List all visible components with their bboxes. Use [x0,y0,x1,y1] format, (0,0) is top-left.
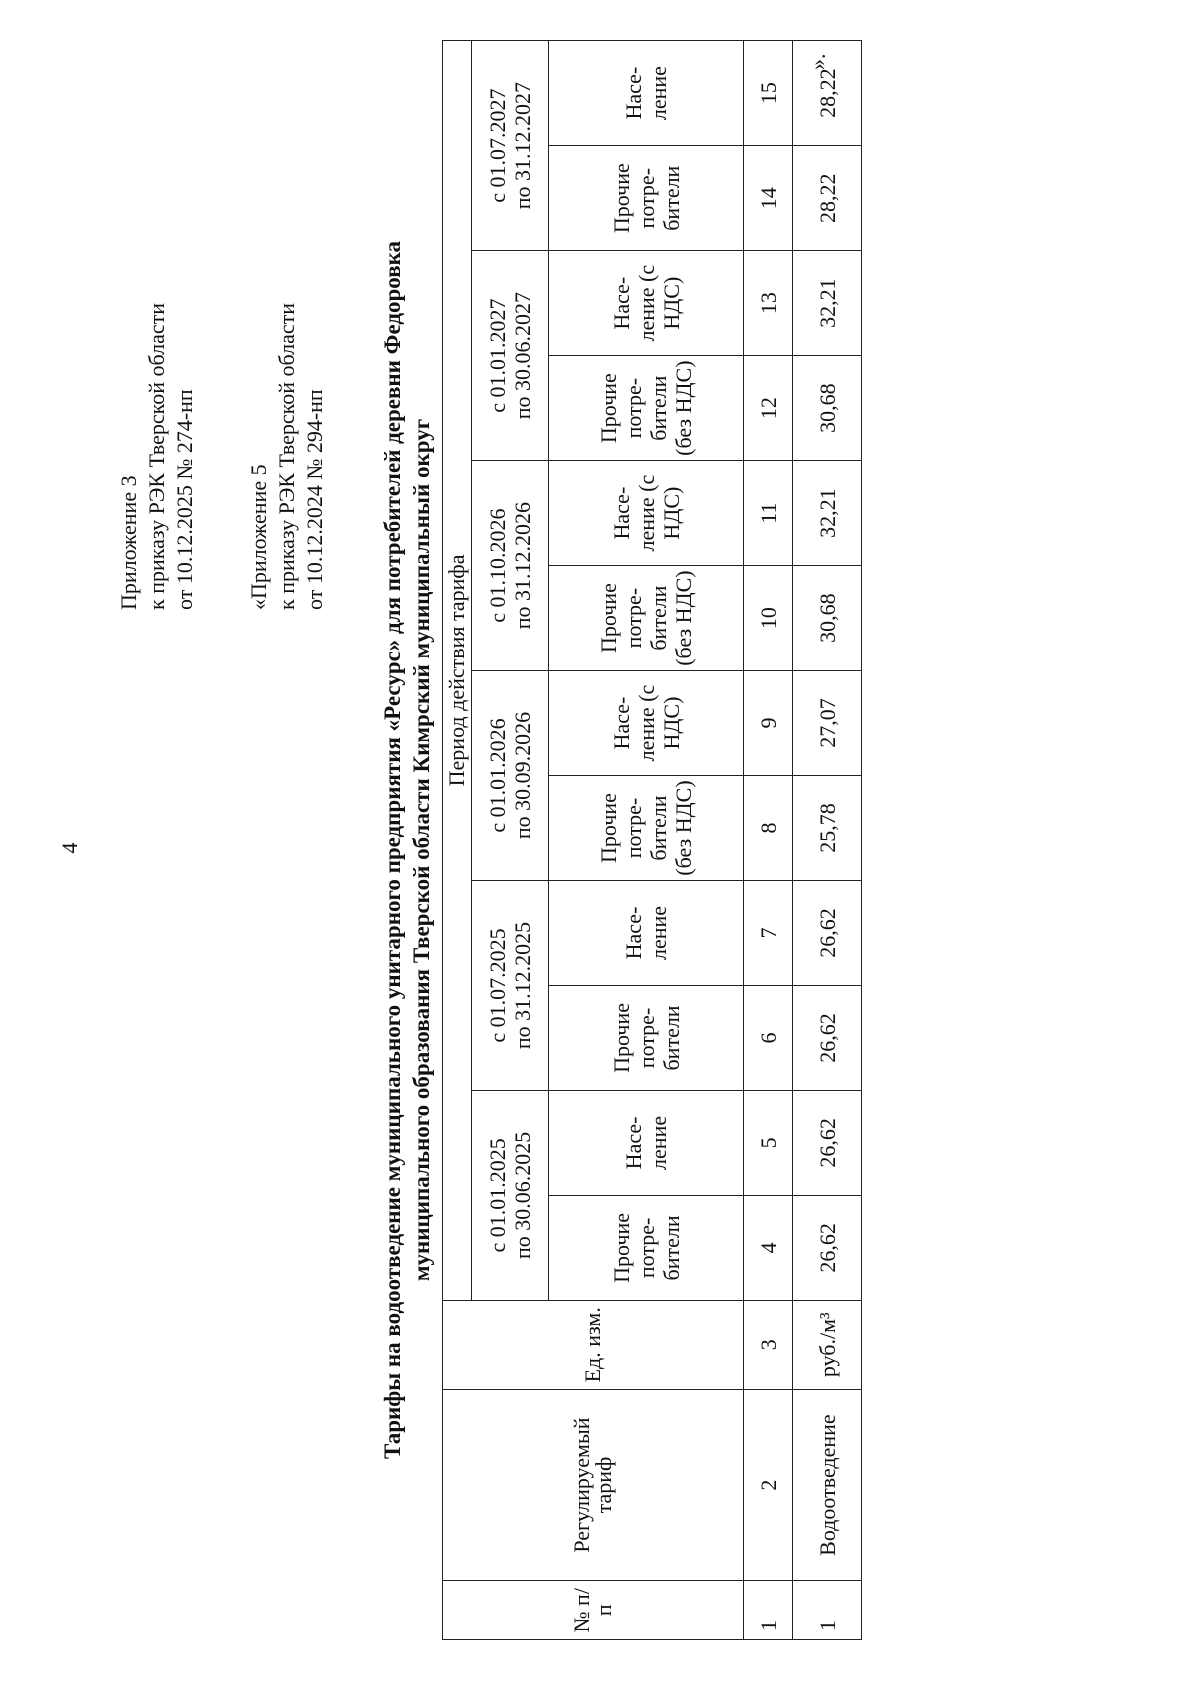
row-unit: руб./м³ [793,1300,862,1389]
period-dates [472,671,549,881]
column-number: 13 [744,251,793,356]
column-number: 3 [744,1300,793,1389]
period-start: с 01.10.2026 [485,508,510,623]
subheader-population: Насе-ление [549,881,744,986]
period-end: по 30.06.2025 [510,1131,535,1260]
tariff-value: 30,68 [793,566,862,671]
subheader-population: Насе-ление (с НДС) [549,251,744,356]
appendix-block-previous [245,50,329,610]
tariff-value: 28,22 [793,146,862,251]
period-dates [472,41,549,251]
period-end: по 31.12.2025 [510,921,535,1050]
tariff-value: 26,62 [793,985,862,1090]
column-number: 15 [744,41,793,146]
appendix-line: к приказу РЭК Тверской области [144,302,169,610]
header-regulated-tariff: Регулируемый тариф [443,1389,744,1581]
subheader-other-consumers: Прочие потре-бители (без НДС) [549,356,744,461]
table-row [793,41,862,1640]
period-end: по 30.09.2026 [510,711,535,840]
column-number: 6 [744,985,793,1090]
period-start: с 01.07.2025 [485,928,510,1043]
subheader-population: Насе-ление [549,1090,744,1195]
document-title [378,30,436,1670]
title-line: муниципального образования Тверской области Кимрский муниципальный округ [409,418,434,1282]
header-unit: Ед. изм. [443,1300,744,1389]
tariff-value: 28,22 [793,41,862,146]
column-number: 5 [744,1090,793,1195]
tariff-value: 26,62 [793,1090,862,1195]
header-row-number: № п/п [443,1581,744,1640]
tariff-value: 32,21 [793,251,862,356]
tariff-value: 26,62 [793,1195,862,1300]
column-number: 12 [744,356,793,461]
column-number: 9 [744,671,793,776]
tariff-value: 30,68 [793,356,862,461]
subheader-population: Насе-ление (с НДС) [549,671,744,776]
appendix-line: Приложение 3 [116,475,141,610]
title-line: Тарифы на водоотведение муниципального унитарного предприятия «Ресурс» для потребителей деревни Федоровка [380,240,405,1460]
subheader-other-consumers: Прочие потре-бители [549,1195,744,1300]
subheader-other-consumers: Прочие потре-бители [549,985,744,1090]
tariff-value: 25,78 [793,776,862,881]
appendix-line: к приказу РЭК Тверской области [274,302,299,610]
period-dates [472,1090,549,1300]
period-end: по 31.12.2026 [510,501,535,630]
period-dates [472,881,549,1091]
column-number: 7 [744,881,793,986]
row-number: 1 [793,1581,862,1640]
tariff-value: 27,07 [793,671,862,776]
closing-quote-mark: ». [805,53,830,70]
page-number: 4 [57,842,82,854]
subheader-population: Насе-ление [549,41,744,146]
subheader-population: Насе-ление (с НДС) [549,461,744,566]
column-number-row [744,41,793,1640]
appendix-line: «Приложение 5 [246,464,271,610]
subheader-other-consumers: Прочие потре-бители [549,146,744,251]
column-number: 1 [744,1581,793,1640]
column-number: 14 [744,146,793,251]
period-start: с 01.07.2027 [485,88,510,203]
column-number: 11 [744,461,793,566]
period-dates [472,461,549,671]
column-number: 8 [744,776,793,881]
row-tariff-name: Водоотведение [793,1389,862,1581]
subheader-other-consumers: Прочие потре-бители (без НДС) [549,776,744,881]
period-start: с 01.01.2027 [485,298,510,413]
column-number: 2 [744,1389,793,1581]
tariff-value: 32,21 [793,461,862,566]
period-start: с 01.01.2026 [485,718,510,833]
tariff-value: 26,62 [793,881,862,986]
appendix-block-current [115,50,199,610]
period-end: по 30.06.2027 [510,292,535,420]
header-period: Период действия тарифа [443,41,472,1301]
period-start: с 01.01.2025 [485,1138,510,1253]
appendix-line: от 10.12.2024 № 294-нп [302,389,327,610]
appendix-line: от 10.12.2025 № 274-нп [172,389,197,610]
column-number: 10 [744,566,793,671]
period-dates [472,251,549,461]
column-number: 4 [744,1195,793,1300]
period-end: по 31.12.2027 [510,81,535,210]
subheader-other-consumers: Прочие потре-бители (без НДС) [549,566,744,671]
tariff-table [442,40,862,1640]
rotated-content [10,30,1130,1670]
